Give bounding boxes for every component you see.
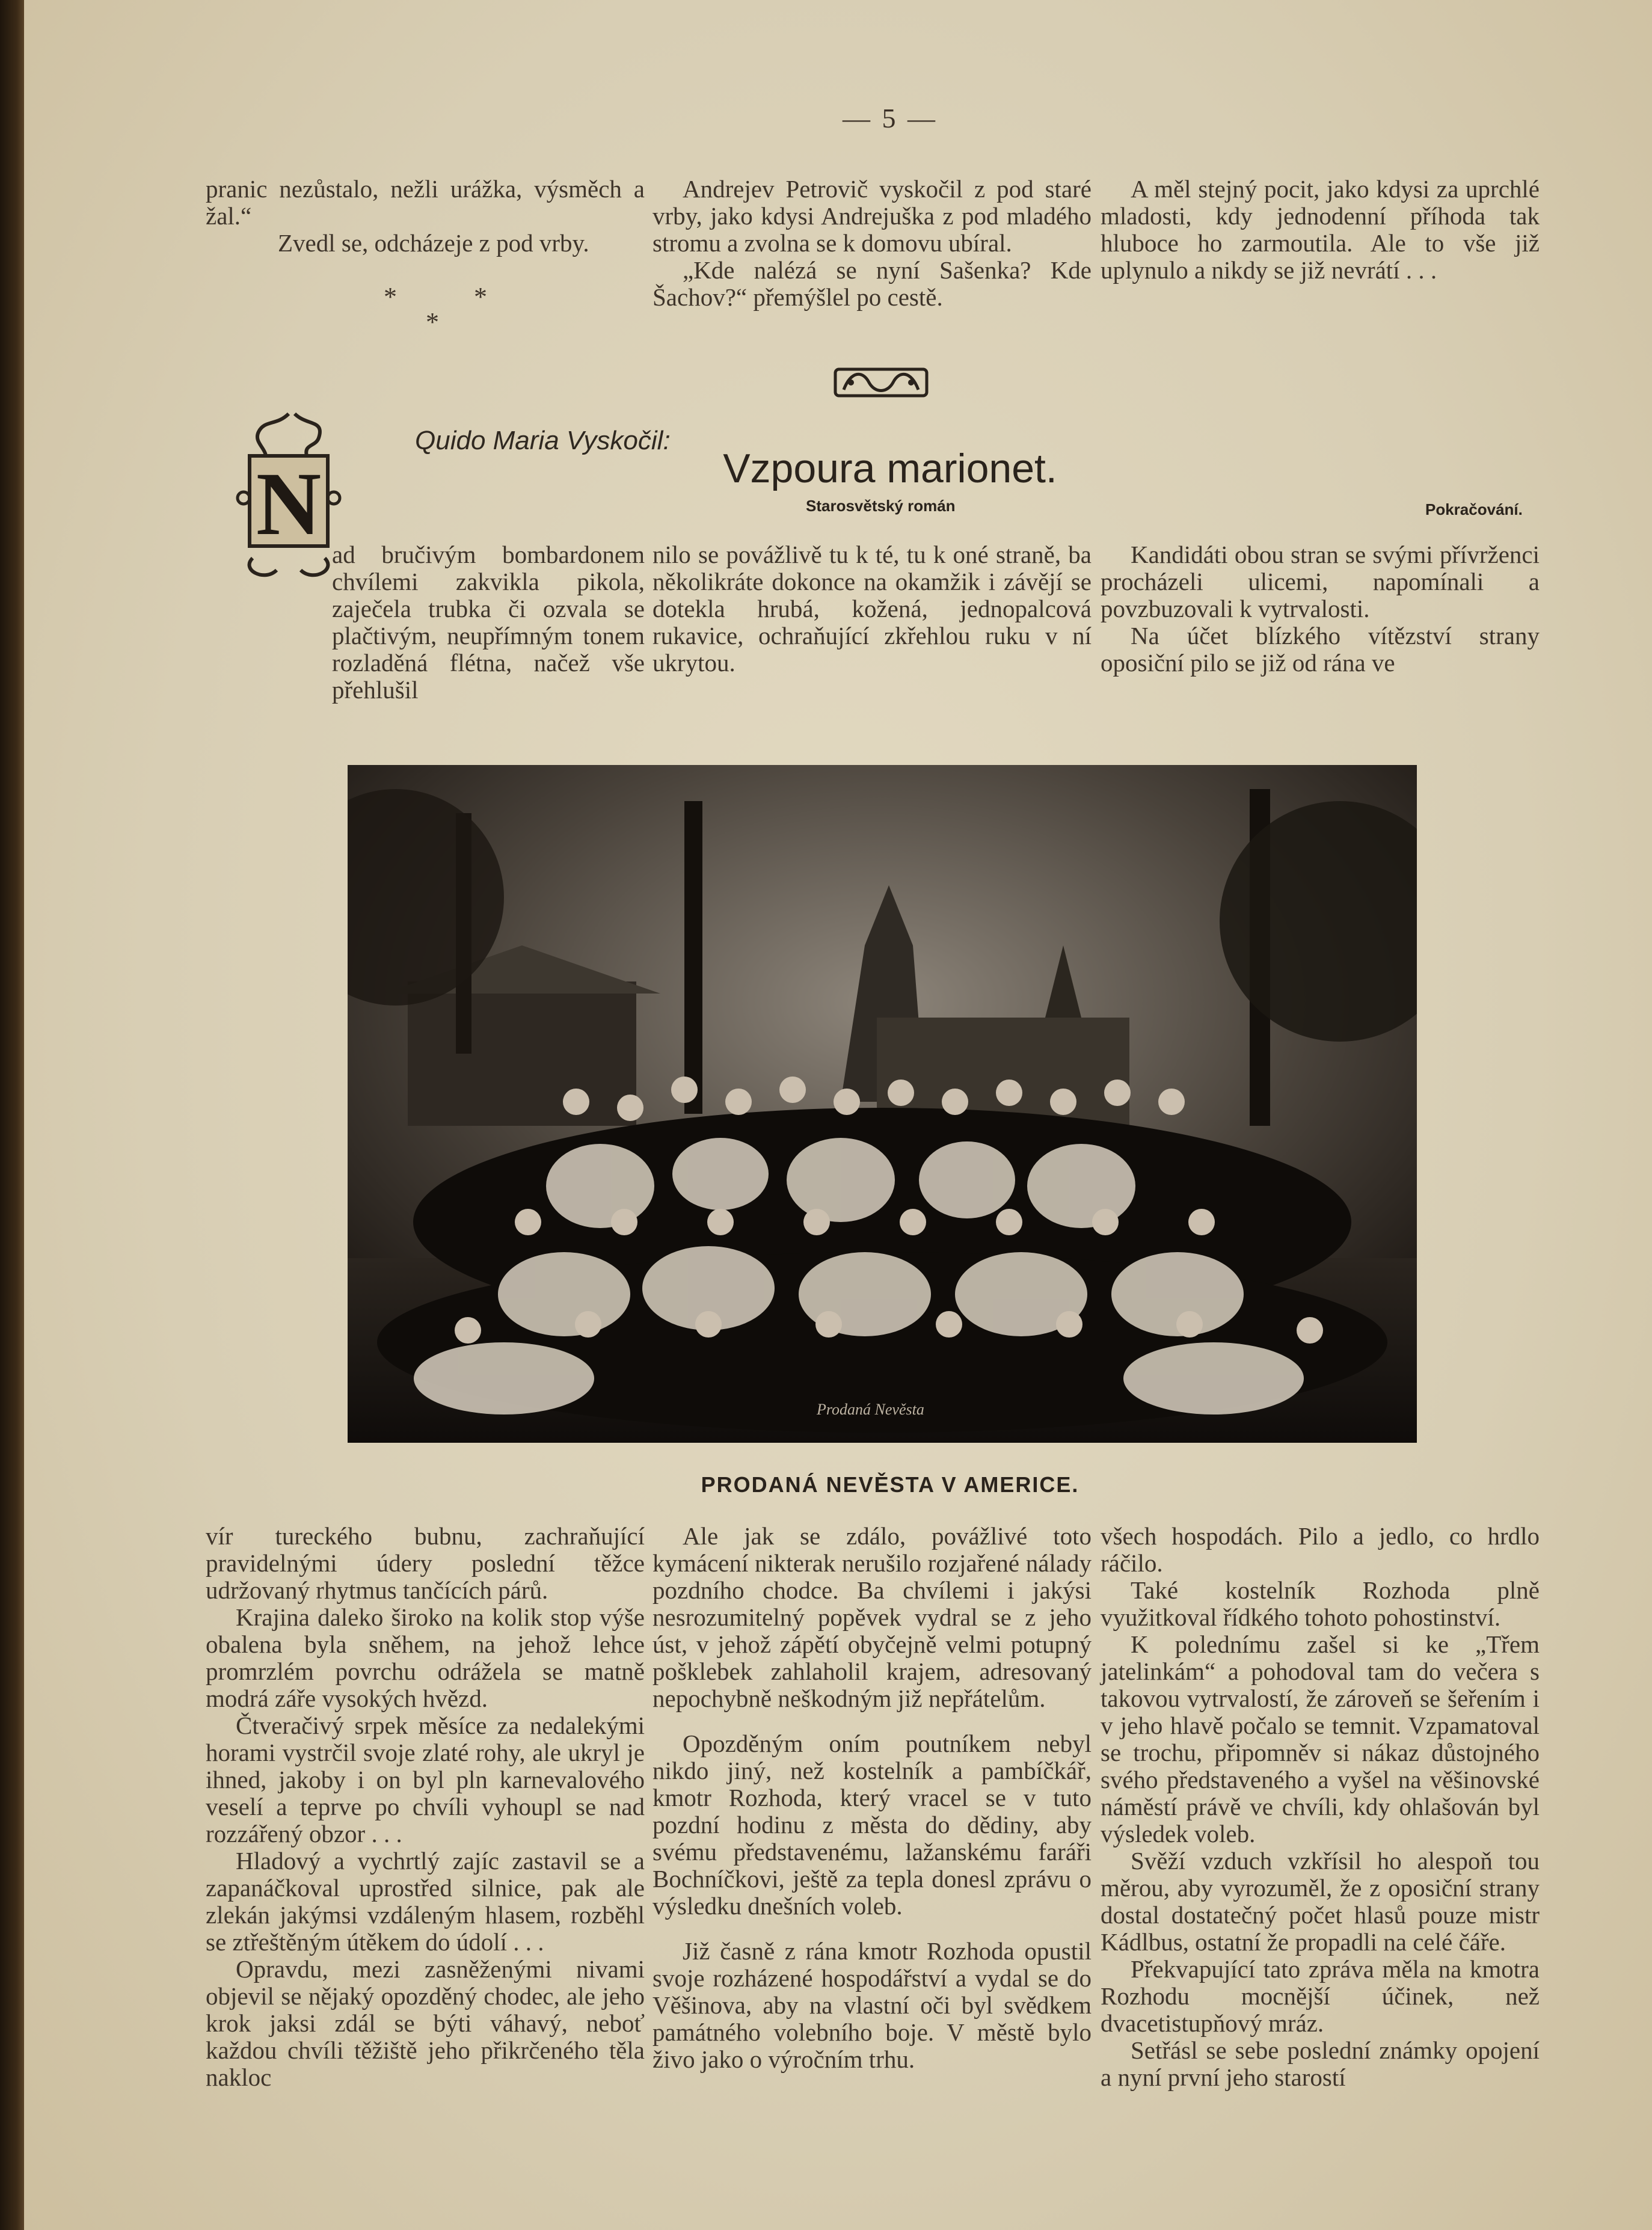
article-title: Vzpoura marionet. (723, 446, 1057, 491)
article-column-1 (332, 541, 645, 704)
paragraph: Opozděným oním poutníkem nebyl nikdo jiný, než kostelník a pambíčkář, kmotr Rozhoda, který vracel se v tuto pozdní hodinu z města do dědiny, aby svému představenému, lažanskému faráři Bochníčkovi, ještě za tepla donesl zprávu o výsledku dnešních voleb. (653, 1730, 1092, 1920)
paragraph: Zvedl se, odcházeje z pod vrby. (278, 229, 589, 257)
paragraph: Překvapující tato zpráva měla na kmotra Rozhodu mocnější účinek, než dvacetistupňový mráz. (1101, 1955, 1540, 2037)
photo-inscription: Prodaná Nevěsta (817, 1401, 924, 1418)
paragraph: všech hospodách. Pilo a jedlo, co hrdlo ráčilo. (1101, 1522, 1540, 1577)
paragraph: Hladový a vychrtlý zajíc zastavil se a zapanáčkoval uprostřed silnice, pak ale zlekán jakýmsi vzdáleným hlasem, rozběhl se ztřeštěným útěkem do údolí . . . (206, 1847, 645, 1956)
section-break-star: * (384, 282, 397, 312)
top-column-1 (206, 176, 645, 257)
page-binding-edge (0, 0, 24, 2230)
page-number: — 5 — (843, 103, 938, 134)
article-author: Quido Maria Vyskočil: (415, 426, 671, 455)
article-subtitle: Starosvětský román (806, 497, 956, 515)
paragraph: Na účet blízkého vítězství strany oposiční pilo se již od rána ve (1101, 622, 1540, 677)
paragraph: A měl stejný pocit, jako kdysi za uprchlé mladosti, kdy jednodenní příhoda tak hluboce ho zarmoutila. Ale to vše již uplynulo a nikdy se již nevrátí . . . (1101, 175, 1540, 284)
article-column-3 (1101, 541, 1540, 677)
paragraph: nilo se povážlivě tu k té, tu k oné straně, ba několikráte dokonce na okamžik i závějí se dotekla hrubá, kožená, jednopalcová rukavice, ochraňující zkřehlou ruku v ní ukrytou. (653, 541, 1092, 677)
paragraph: Opravdu, mezi zasněženými nivami objevil se nějaký opozděný chodec, ale jeho krok jaksi zdál se býti váhavý, neboť každou chvíli těžiště jeho přikrčeného těla nakloc (206, 1955, 645, 2091)
paragraph: Kandidáti obou stran se svými přívrženci procházeli ulicemi, napomínali a povzbuzovali k vytrvalosti. (1101, 541, 1540, 622)
paragraph: Také kostelník Rozhoda plně využitkoval řídkého tohoto pohostinství. (1101, 1576, 1540, 1631)
article-column-2 (653, 541, 1092, 677)
paragraph: „Kde nalézá se nyní Sašenka? Kde Šachov?“ přemýšlel po cestě. (653, 256, 1092, 311)
paragraph: vír tureckého bubnu, zachraňující pravidelnými údery poslední těžce udržovaný rhytmus tančících párů. (206, 1522, 645, 1604)
section-break-star: * (474, 282, 487, 312)
bottom-column-2 (653, 1523, 1092, 2073)
bottom-column-3 (1101, 1523, 1540, 2091)
paragraph: Ale jak se zdálo, povážlivé toto kymácení nikterak nerušilo rozjařené nálady pozdního chodce. Ba chvílemi i jakýsi nesrozumitelný popěvek vydral se z jeho úst, v jehož zápětí obyčejně velmi potupný pošklebek zahlaholil krajem, adresovaný nepochybně neškodným již nepřátelům. (653, 1522, 1092, 1712)
initial-letter: N (256, 454, 322, 554)
continued-label: Pokračování. (1425, 500, 1523, 518)
top-column-2 (653, 176, 1092, 311)
paragraph: K polednímu zašel si ke „Třem jatelinkám“ a pohodoval tam do večera s takovou vytrvalostí, že zároveň se šeřením i v jeho hlavě počalo se temnit. Vzpamatoval se trochu, připomněv si nákaz důstojného svého představeného a vyšel na věšinovské náměstí právě ve chvíli, kdy ohlašován byl výsledek voleb. (1101, 1630, 1540, 1848)
group-photograph (348, 765, 1417, 1443)
paragraph: Čtveračivý srpek měsíce za nedalekými horami vystrčil svoje zlaté rohy, ale ukryl je ihned, jakoby i on byl pln karnevalového veselí a teprve po chvíli vyhoupl se nad rozzářený obzor . . . (206, 1712, 645, 1848)
paragraph: ad bručivým bombardonem chvílemi zakvikla pikola, zaječela trubka či ozvala se plačtivým, neupřímným tonem rozladěná flétna, načež vše přehlušil (332, 541, 645, 704)
paragraph: Svěží vzduch vzkřísil ho alespoň tou měrou, aby vyrozuměl, že z oposiční strany dostal dostatečný počet hlasů pouze mistr Kádlbus, ostatní že propadli na celé čáře. (1101, 1847, 1540, 1956)
section-break-star: * (426, 307, 439, 337)
bottom-column-1 (206, 1523, 645, 2091)
paragraph: pranic nezůstalo, nežli urážka, výsměch a žal.“ (206, 175, 645, 230)
paragraph: Krajina daleko široko na kolik stop výše obalena byla sněhem, na jehož lehce promrzlém povrchu odrážela se matně modrá záře vysokých hvězd. (206, 1603, 645, 1712)
paragraph: Andrejev Petrovič vyskočil z pod staré vrby, jako kdysi Andrejuška z pod mladého stromu a zvolna se k domovu ubíral. (653, 175, 1092, 257)
newspaper-page (24, 0, 1652, 2230)
paragraph: Setřásl se sebe poslední známky opojení a nyní první jeho starostí (1101, 2036, 1540, 2091)
top-column-3 (1101, 176, 1540, 284)
photo-caption: PRODANÁ NEVĚSTA V AMERICE. (701, 1472, 1079, 1497)
paragraph: Již časně z rána kmotr Rozhoda opustil svoje rozházené hospodářství a vydal se do Věšinova, aby na vlastní oči byl svědkem památného volebního boje. V městě bylo živo jako o výročním trhu. (653, 1937, 1092, 2073)
decorative-initial-letter (229, 408, 349, 588)
photograph-illustration (348, 765, 1417, 1443)
decorative-ornament (833, 366, 929, 399)
